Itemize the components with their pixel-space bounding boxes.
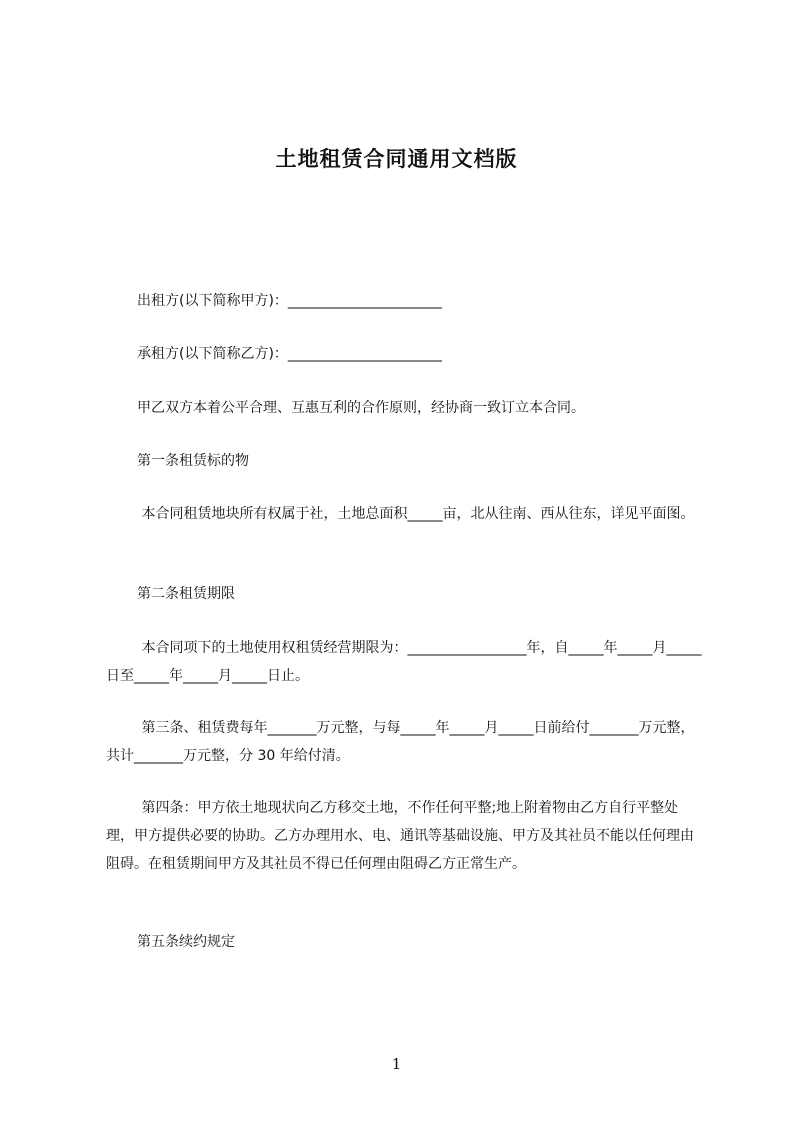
document-title: 土地租赁合同通用文档版 <box>275 147 518 171</box>
article-1-heading: 第一条租赁标的物 <box>137 453 249 469</box>
article-2-body: 本合同项下的土地使用权租赁经营期限为：_________________年，自_____年_____月_____日至_____年_____月_____日止。 <box>106 640 702 684</box>
article-3-body: 第三条、租赁费每年_______万元整，与每_____年_____月_____日前给付_______万元整，共计_______万元整，分 30 年给付清。 <box>106 720 695 764</box>
preamble-paragraph: 甲乙双方本着公平合理、互惠互利的合作原则，经协商一致订立本合同。 <box>137 400 585 416</box>
article-1-body: 本合同租赁地块所有权属于社，土地总面积_____亩，北从往南、西从往东，详见平面图。 <box>137 506 695 522</box>
lessor-line: 出租方(以下简称甲方)：______________________ <box>137 293 442 309</box>
article-4-body: 第四条：甲方依土地现状向乙方移交土地，不作任何平整;地上附着物由乙方自行平整处理，甲方提供必要的协助。乙方办理用水、电、通讯等基础设施、甲方及其社员不能以任何理由阻碍。在租赁期间甲方及其社员不得已任何理由阻碍乙方正常生产。 <box>106 800 694 872</box>
lessee-line: 承租方(以下简称乙方)：______________________ <box>137 346 442 362</box>
article-5-heading: 第五条续约规定 <box>137 934 235 950</box>
page-number: 1 <box>391 1055 402 1073</box>
article-2-heading: 第二条租赁期限 <box>137 586 235 602</box>
